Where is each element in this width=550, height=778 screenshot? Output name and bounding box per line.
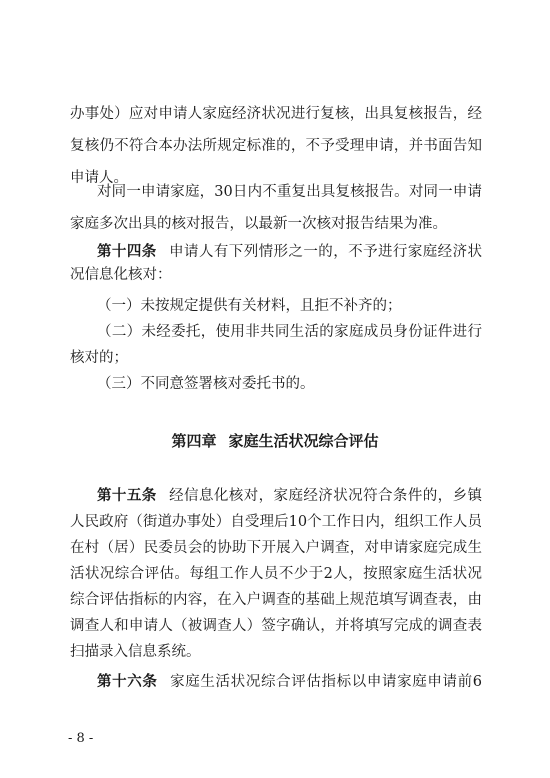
paragraph-line: 调查人和申请人（被调查人）签字确认，并将填写完成的调查表	[70, 618, 482, 634]
paragraph-line: 扫描录入信息系统。	[70, 644, 201, 660]
list-item: （二）未经委托，使用非共同生活的家庭成员身份证件进行	[97, 324, 482, 340]
page-number: - 8 -	[68, 731, 94, 746]
article-14-line	[97, 242, 482, 262]
chapter-heading	[0, 430, 550, 451]
chapter-number: 第四章	[171, 432, 217, 450]
paragraph-line: 况信息化核对：	[70, 267, 172, 283]
list-item: （三）不同意签署核对委托书的。	[97, 376, 315, 392]
paragraph-line: 活状况综合评估。每组工作人员不少于2人，按照家庭生活状况	[70, 566, 482, 582]
article-14-text: 申请人有下列情形之一的，不予进行家庭经济状	[168, 244, 483, 260]
paragraph-line: 对同一申请家庭，30日内不重复出具复核报告。对同一申请	[97, 184, 482, 200]
paragraph-line: 在村（居）民委员会的协助下开展入户调查，对申请家庭完成生	[70, 540, 482, 556]
chapter-title: 家庭生活状况综合评估	[228, 432, 379, 450]
article-16-text: 家庭生活状况综合评估指标以申请家庭申请前6	[169, 674, 482, 690]
paragraph-line: 人民政府（街道办事处）自受理后10个工作日内，组织工作人员	[70, 514, 482, 530]
paragraph-line: 家庭多次出具的核对报告，以最新一次核对报告结果为准。	[70, 216, 447, 232]
article-15-title: 第十五条	[97, 488, 157, 504]
article-15-line	[97, 486, 482, 506]
article-15-text: 经信息化核对，家庭经济状况符合条件的，乡镇	[168, 488, 483, 504]
list-item: （一）未按规定提供有关材料，且拒不补齐的；	[97, 298, 402, 314]
article-16-line	[97, 672, 482, 692]
article-14-title: 第十四条	[97, 244, 157, 260]
paragraph-line: 核对的；	[70, 350, 128, 366]
paragraph-line: 综合评估指标的内容，在入户调查的基础上规范填写调查表，由	[70, 592, 482, 608]
paragraph-line: 复核仍不符合本办法所规定标准的，不予受理申请，并书面告知	[70, 138, 482, 154]
paragraph-line: 申请人。	[70, 170, 128, 186]
paragraph-line: 办事处）应对申请人家庭经济状况进行复核，出具复核报告，经	[70, 106, 482, 122]
article-16-title: 第十六条	[97, 674, 158, 690]
